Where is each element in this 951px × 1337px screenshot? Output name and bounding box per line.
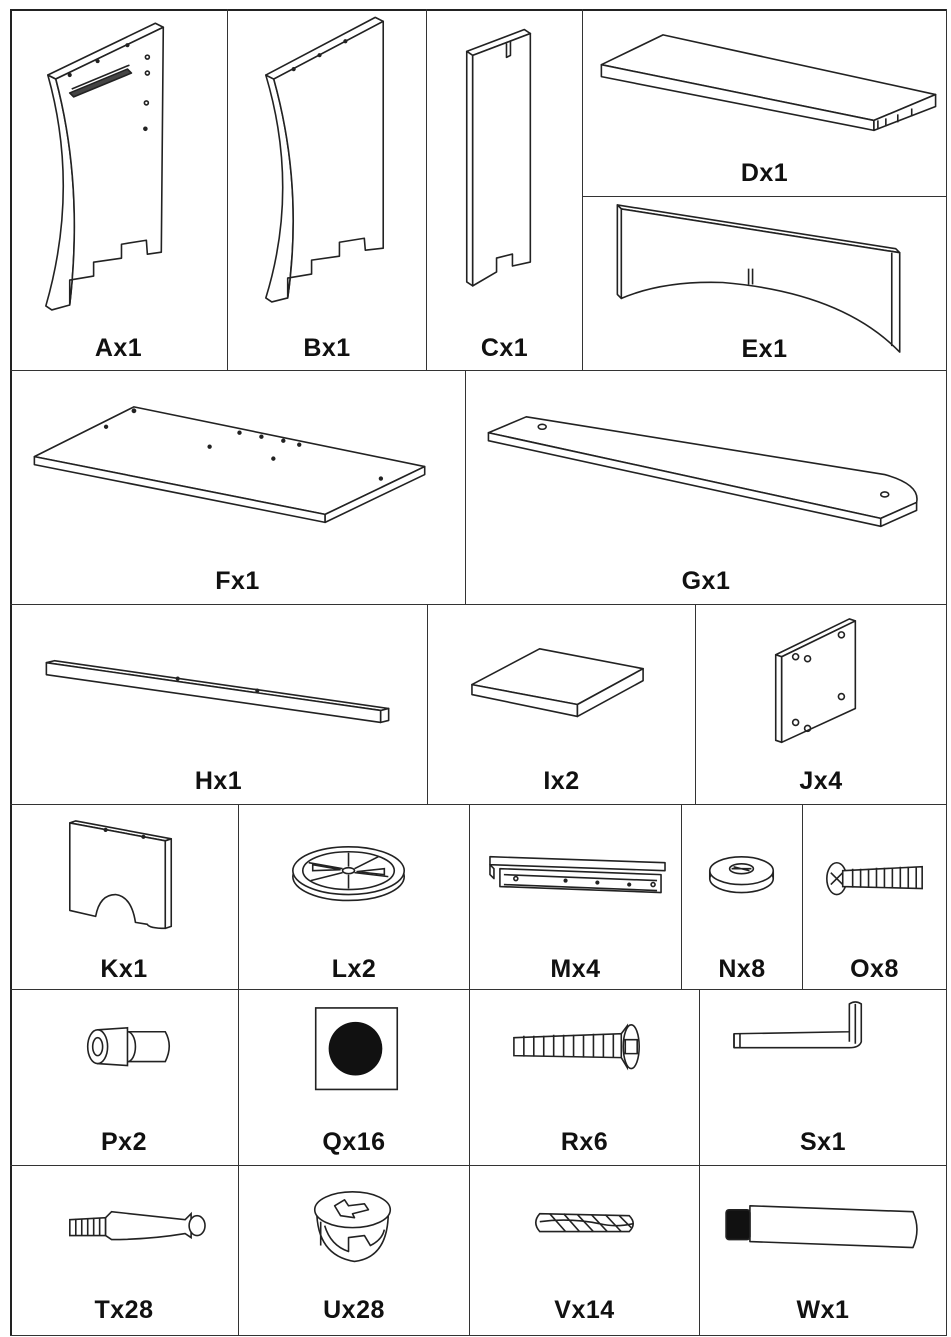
part-cell-i (428, 605, 696, 805)
side-panel-curved-icon (228, 9, 426, 370)
part-label-t: Tx28 (94, 1296, 154, 1324)
part-label-o: Ox8 (850, 955, 899, 983)
part-label-i: Ix2 (543, 767, 580, 795)
part-label-a: Ax1 (94, 334, 143, 362)
part-cell-f (10, 371, 466, 605)
part-cell-a (10, 9, 228, 371)
part-cell-v (470, 1166, 700, 1336)
part-cell-k (10, 805, 239, 990)
part-label-p: Px2 (101, 1128, 147, 1156)
part-cell-g (466, 371, 947, 605)
part-cell-r (470, 990, 700, 1166)
part-cell-u (239, 1166, 470, 1336)
part-label-n: Nx8 (718, 955, 766, 983)
part-label-w: Wx1 (796, 1296, 850, 1324)
part-label-v: Vx14 (554, 1296, 615, 1324)
part-label-b: Bx1 (303, 334, 351, 362)
part-cell-q (239, 990, 470, 1166)
part-cell-c (427, 9, 583, 371)
part-label-k: Kx1 (100, 955, 148, 983)
part-label-q: Qx16 (322, 1128, 386, 1156)
part-label-r: Rx6 (560, 1128, 609, 1156)
part-label-g: Gx1 (681, 567, 731, 595)
part-cell-l (239, 805, 470, 990)
part-label-j: Jx4 (799, 767, 843, 795)
part-label-u: Ux28 (323, 1296, 385, 1324)
part-cell-t (10, 1166, 239, 1336)
part-cell-j (696, 605, 947, 805)
part-cell-p (10, 990, 239, 1166)
part-cell-w (700, 1166, 947, 1336)
part-cell-s (700, 990, 947, 1166)
part-cell-d (583, 9, 947, 197)
slotted-divider-panel-icon (427, 9, 582, 370)
part-cell-m (470, 805, 682, 990)
part-cell-o (803, 805, 947, 990)
part-cell-h (10, 605, 428, 805)
part-label-e: Ex1 (741, 335, 788, 363)
part-label-h: Hx1 (194, 767, 243, 795)
part-label-m: Mx4 (550, 955, 601, 983)
side-panel-curved-left-icon (10, 9, 227, 370)
part-label-l: Lx2 (331, 955, 377, 983)
part-label-s: Sx1 (800, 1128, 846, 1156)
part-label-c: Cx1 (480, 334, 529, 362)
part-cell-n (682, 805, 803, 990)
part-label-d: Dx1 (740, 159, 789, 187)
part-cell-e (583, 197, 947, 371)
part-label-f: Fx1 (215, 567, 260, 595)
part-cell-b (228, 9, 427, 371)
